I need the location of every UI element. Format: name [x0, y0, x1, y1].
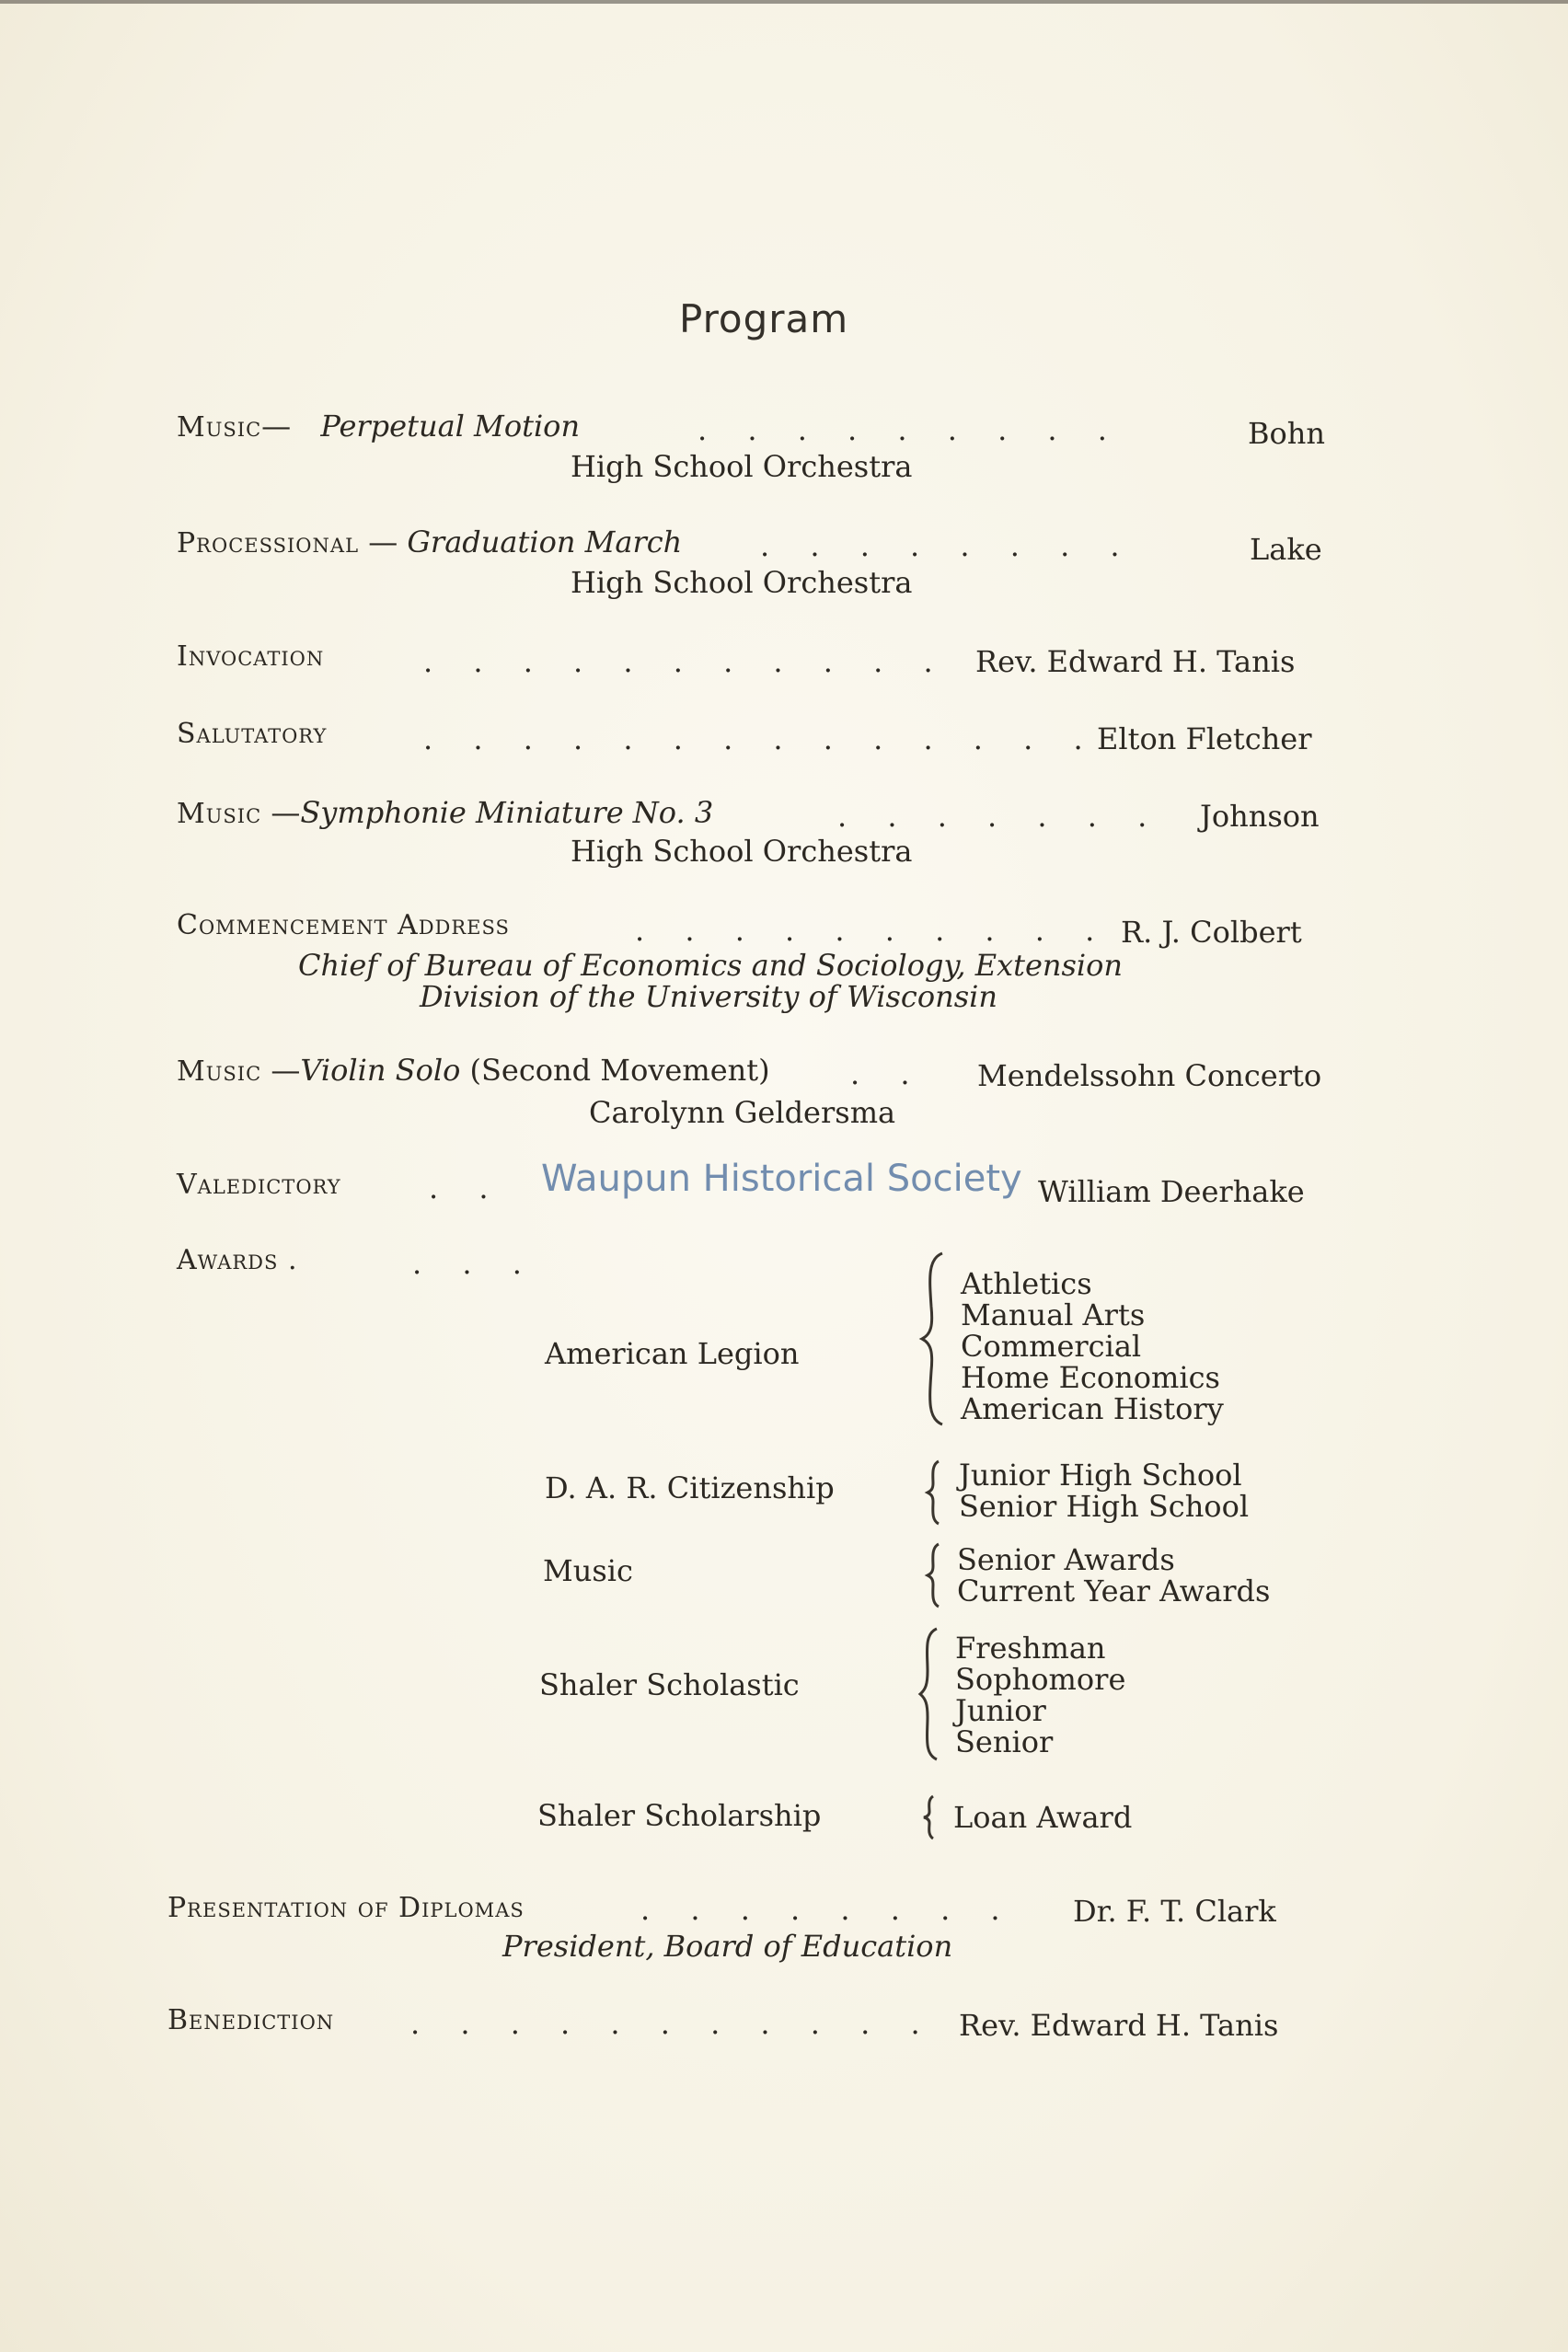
award-item: Home Economics — [961, 1360, 1220, 1395]
address-title-line2: Division of the University of Wisconsin — [420, 979, 997, 1014]
salutatory-name: Elton Fletcher — [1097, 721, 1312, 756]
awards-label: Awards . — [177, 1244, 298, 1276]
award-item: Loan Award — [953, 1800, 1133, 1835]
music2-label: Music — [177, 798, 262, 830]
address-title-line1: Chief of Bureau of Economics and Sociology, Extension — [298, 948, 1124, 983]
valedictory-label: Valedictory — [177, 1169, 341, 1201]
award-item: Sophomore — [955, 1662, 1126, 1697]
processional-composer: Lake — [1250, 532, 1322, 567]
benediction-dots: . . . . . . . . . . . — [410, 2006, 936, 2041]
benediction-label: Benediction — [167, 2004, 335, 2036]
curly-brace-icon — [920, 1794, 939, 1840]
award-item: Current Year Awards — [957, 1574, 1271, 1608]
music2-line — [177, 795, 713, 830]
processional-dots: . . . . . . . . — [760, 528, 1136, 563]
processional-line — [177, 525, 682, 559]
award-item: Senior — [955, 1724, 1054, 1759]
processional-piece: Graduation March — [407, 525, 683, 559]
valedictory-name: William Deerhake — [1038, 1174, 1305, 1209]
music3-line — [177, 1053, 770, 1088]
invocation-dots: . . . . . . . . . . . — [423, 644, 949, 679]
awards-dots: . . . — [412, 1246, 537, 1281]
music1-performer: High School Orchestra — [571, 449, 913, 484]
music1-line — [177, 409, 580, 444]
processional-label: Processional — [177, 527, 360, 559]
processional-performer: High School Orchestra — [571, 565, 913, 600]
award-item: Freshman — [955, 1631, 1106, 1666]
music2-performer: High School Orchestra — [571, 834, 913, 869]
music2-sep: — — [271, 795, 301, 830]
music1-dots: . . . . . . . . . — [698, 412, 1123, 447]
diplomas-presenter-title: President, Board of Education — [502, 1929, 953, 1964]
diplomas-presenter: Dr. F. T. Clark — [1073, 1894, 1276, 1929]
music3-label: Music — [177, 1055, 262, 1088]
address-label: Commencement Address — [177, 909, 510, 941]
music3-sep: — — [271, 1053, 301, 1088]
award-group-name: D. A. R. Citizenship — [545, 1470, 835, 1505]
diplomas-dots: . . . . . . . . — [640, 1892, 1016, 1927]
music1-piece: Perpetual Motion — [320, 409, 581, 444]
music1-sep: — — [261, 409, 292, 444]
music1-label: Music — [177, 411, 262, 444]
music2-dots: . . . . . . . — [837, 799, 1163, 834]
music2-composer: Johnson — [1200, 799, 1320, 834]
curly-brace-icon — [918, 1251, 950, 1426]
award-item: Junior — [955, 1693, 1046, 1728]
music3-piece: Violin Solo — [300, 1053, 461, 1088]
music3-composer: Mendelssohn Concerto — [977, 1058, 1322, 1093]
watermark-text: Waupun Historical Society — [541, 1158, 1022, 1200]
top-edge-line — [0, 0, 1568, 4]
invocation-label: Invocation — [177, 640, 325, 673]
page-title: Program — [679, 296, 849, 341]
address-speaker: R. J. Colbert — [1121, 915, 1302, 950]
award-group-name: Shaler Scholarship — [537, 1798, 822, 1833]
processional-sep: — — [368, 525, 398, 559]
award-group-name: Music — [543, 1553, 633, 1588]
music2-piece: Symphonie Miniature No. 3 — [300, 795, 714, 830]
salutatory-dots: . . . . . . . . . . . . . . — [423, 721, 1099, 756]
curly-brace-icon — [917, 1627, 944, 1761]
award-item: Junior High School — [959, 1458, 1242, 1493]
award-item: Senior Awards — [957, 1542, 1175, 1577]
benediction-name: Rev. Edward H. Tanis — [959, 2008, 1279, 2043]
music3-performer: Carolynn Geldersma — [589, 1095, 896, 1130]
award-item: American History — [961, 1391, 1224, 1426]
award-group-name: Shaler Scholastic — [539, 1667, 800, 1702]
valedictory-dots: . . — [429, 1170, 504, 1205]
curly-brace-icon — [924, 1459, 944, 1526]
diplomas-label: Presentation of Diplomas — [167, 1892, 525, 1924]
award-item: Senior High School — [959, 1489, 1250, 1524]
salutatory-label: Salutatory — [177, 718, 328, 750]
music1-composer: Bohn — [1248, 416, 1325, 451]
music3-dots: . . — [850, 1056, 926, 1091]
award-item: Commercial — [961, 1329, 1142, 1364]
music3-note: (Second Movement) — [469, 1053, 770, 1088]
award-item: Athletics — [961, 1266, 1092, 1301]
award-item: Manual Arts — [961, 1297, 1146, 1332]
curly-brace-icon — [924, 1542, 944, 1608]
award-group-name: American Legion — [545, 1336, 800, 1371]
address-dots: . . . . . . . . . . — [635, 913, 1111, 948]
invocation-name: Rev. Edward H. Tanis — [975, 644, 1296, 679]
